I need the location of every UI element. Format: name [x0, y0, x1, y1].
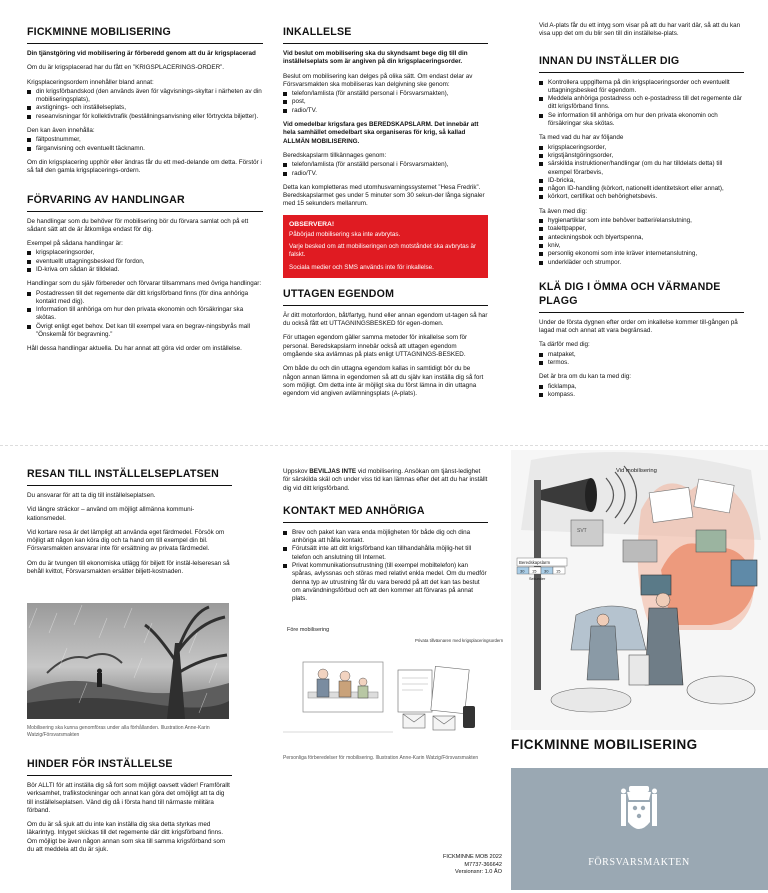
- list-item: Kontrollera uppgifterna på din krigsplaceringsorder och eventuellt uttagningsbesked för egendom.: [539, 79, 744, 96]
- before-mobilisation-label: Före mobilisering: [287, 627, 330, 633]
- alarm-cell: 30: [520, 568, 525, 574]
- list-item: matpaket,: [539, 351, 744, 359]
- observera-line: Sociala medier och SMS används inte för inkallelse.: [289, 263, 434, 271]
- paragraph: Är ditt motorfordon, båt/fartyg, hund eller annan egendom ut-tagen så har du också fått ett UTTAGNINGSBESKED för egen-domen.: [283, 311, 488, 328]
- paragraph: Beredskapslarm tillkännages genom:: [283, 151, 387, 159]
- list-item: telefon/lamlista (för anställd personal i Försvarsmakten),: [283, 161, 488, 169]
- paragraph: Om både du och din uttagna egendom kallas in samtidigt bör du be någon annan lämna in egendomen så att du själv kan inställa dig så fort som möjligt. Om detta inte är möjligt ska du först lämna in din uttagna egendom vid angiven avlämningsplats (A-plats).: [283, 365, 484, 398]
- paragraph: Ta därför med dig:: [539, 341, 590, 349]
- section-title-travel: RESAN TILL INSTÄLLELSEPLATSEN: [27, 468, 232, 486]
- paragraph: Under de första dygnen efter order om inkallelse kommer till-gången på lagad mat och annat att vara begränsad.: [539, 318, 738, 335]
- paragraph: Om du är tvungen till ekonomiska utlägg för biljett för instäl-lelseresan så behåll kvittot, Försvarsmakten ersätter biljett-kostnaden.: [27, 559, 230, 576]
- bullet-list: [539, 79, 744, 129]
- list-item: Se information till anhöriga om hur den privata ekonomin och försäkringar ska skötas.: [539, 112, 744, 129]
- list-item: anteckningsbok och blyertspenna,: [539, 234, 744, 242]
- storm-image: [27, 603, 229, 719]
- doc-id-line: FICKMINNE MOB 2022: [442, 854, 502, 860]
- list-item: färganvisning och eventuellt täcknamn.: [27, 145, 263, 153]
- column-2: [283, 26, 488, 405]
- list-item: post,: [283, 98, 488, 106]
- section-title-inkallelse: INKALLELSE: [283, 26, 488, 44]
- list-item: hygienartiklar som inte behöver batteri/elanslutning,: [539, 217, 744, 225]
- column-5: [283, 468, 488, 610]
- section-title-dress: KLÄ DIG I ÖMMA OCH VÄRMANDE PLAGG: [539, 281, 744, 313]
- section-title-contact: KONTAKT MED ANHÖRIGA: [283, 505, 488, 523]
- paragraph: Ta med vad du har av följande: [539, 134, 624, 142]
- paragraph: Om du är krigsplacerad har du fått en ”KRIGSPLACERINGS-ORDER”.: [27, 64, 225, 72]
- svg-text:SVT: SVT: [577, 528, 587, 534]
- bullet-list: [539, 351, 744, 368]
- list-item: kompass.: [539, 391, 744, 399]
- observera-title: OBSERVERA!: [289, 220, 335, 228]
- doc-id-line: Versionsnr: 1.0 ÅO: [455, 869, 502, 876]
- crest-icon: [511, 768, 768, 890]
- paragraph: Handlingar som du själv förbereder och förvarar tillsammans med övriga handlingar:: [27, 280, 262, 288]
- alarm-cell: 15: [532, 568, 537, 574]
- section-title-before: INNAN DU INSTÄLLER DIG: [539, 55, 744, 73]
- column-1: [27, 26, 263, 360]
- paragraph: Krigsplaceringsordern innehåller bland annat:: [27, 78, 154, 86]
- alarm-text: Vid omedelbar krigsfara ges BEREDSKAPSLARM. Det innebär att hela samhället omedelbart ska organiseras för krig, så kallad ALLMÄN MOBILISERING.: [283, 121, 479, 145]
- paragraph: Håll dessa handlingar aktuella. Du har annat att göra vid order om inställelse.: [27, 345, 242, 353]
- bullet-list: [539, 144, 744, 202]
- paragraph: Exempel på sådana handlingar är:: [27, 240, 123, 248]
- list-item: Privat kommunikationsutrustning (till exempel mobiltelefon) kan spåras, avlyssnas och störas med relativt enkla medel. Om du medför denna typ av utrustning får du vara beredd på att det kan tas bestut om användningsförbud och att den kommer att förvaras på annat plats.: [283, 562, 488, 603]
- mobilisation-illustration: [511, 450, 768, 730]
- bullet-list: [27, 88, 263, 121]
- paragraph: Du ansvarar för att ta dig till inställelseplatsen.: [27, 491, 156, 499]
- observera-line: Påbörjad mobilisering ska inte avbrytas.: [289, 230, 401, 238]
- text-run-bold: BEVILJAS INTE: [309, 468, 357, 475]
- list-item: ficklampa,: [539, 383, 744, 391]
- family-caption: Personliga förberedelser för mobilisering. Illustration Anne-Karin Watzig/Försvarsmakten: [283, 755, 479, 762]
- list-item: din krigsförbandskod (den används även för vägvisnings-skyltar i närheten av din mobiliseringsplats),: [27, 88, 263, 105]
- intro-text: Vid beslut om mobilisering ska du skyndsamt bege dig till din inställelseplats som är angiven på din krigsplaceringsorder.: [283, 49, 468, 66]
- cover-panel: [511, 768, 768, 890]
- text-run: vid mobilisering. Ansökan om tjänst-ledighet för särskilda skäl och under viss tid kan lämnas efter det att du har inställt dig vid ditt krigsförband.: [283, 468, 488, 492]
- paragraph: Vid längre sträckor – använd om möjligt allmänna kommuni-kationsmedel.: [27, 506, 195, 522]
- list-item: underkläder och strumpor.: [539, 259, 744, 267]
- bullet-list: [283, 90, 488, 115]
- list-item: Meddela anhöriga postadress och e-postadress till det regemente där ditt krigsförband finns.: [539, 95, 744, 112]
- observera-line: Varje besked om att mobiliseringen och motståndet ska avbrytas är falskt.: [289, 242, 477, 259]
- text-run: Uppskov: [283, 468, 310, 475]
- paragraph: Beslut om mobilisering kan delges på olika sätt. Om endast delar av Försvarsmakten ska mobiliseras kan delgivning ske genom:: [283, 72, 473, 88]
- column-4: [27, 468, 232, 582]
- list-item: särskilda instruktioner/handlingar (om du har tilldelats detta) till exempel förarbevis,: [539, 160, 744, 177]
- intro-text: Din tjänstgöring vid mobilisering är förberedd genom att du är krigsplacerad: [27, 49, 256, 57]
- paragraph: Vid kortare resa är det lämpligt att använda eget färdmedel. Försök om möjligt att någon kan köra dig och ta hand om till exempel din bil. Försvarsmakten ansvarar inte för ersättning av privata färdmedel.: [27, 528, 225, 553]
- section-title-hinder: HINDER FÖR INSTÄLLELSE: [27, 758, 232, 776]
- alarm-label: Beredskapslarm: [519, 560, 551, 565]
- bullet-list: [539, 217, 744, 267]
- section-title-storage: FÖRVARING AV HANDLINGAR: [27, 194, 263, 212]
- list-item: krigsplaceringsorder,: [539, 144, 744, 152]
- during-mobilisation-label: Vid mobilisering: [616, 468, 657, 474]
- paragraph: För uttagen egendom gäller samma metoder för inkallelse som för personal. Beredskapslarm innebär också att uttagen egendom omgående ska avlämnas på plats enligt UTTAGNINGS-BESKED.: [283, 334, 468, 359]
- family-illustration: [283, 622, 504, 762]
- list-item: eventuellt uttagningsbesked för fordon,: [27, 258, 263, 266]
- list-item: toalettpapper,: [539, 225, 744, 233]
- family-image: [283, 622, 504, 740]
- doc-id-line: M7737-366642: [464, 861, 502, 868]
- list-item: reseanvisningar för kollektivtrafik (beställningsanvisning eller förtryckta biljetter).: [27, 113, 263, 121]
- list-item: Postadressen till det regemente där ditt krigsförband finns (för dina anhöriga kontakt med dig).: [27, 290, 263, 307]
- mobilisation-image: [511, 450, 768, 730]
- paragraph: Om du är så sjuk att du inte kan inställa dig ska detta styrkas med läkarintyg. Intyget skickas till det regemente där ditt krigsförband finns. Om möjligt be även någon annan som ska till samma krigsförband som du att meddela att du är sjuk.: [27, 821, 226, 854]
- list-item: krigsplaceringsorder,: [27, 249, 263, 257]
- observera-box: [283, 215, 488, 278]
- list-item: fältpostnummer,: [27, 136, 263, 144]
- list-item: radio/TV.: [283, 170, 488, 178]
- cover-title: FICKMINNE MOBILISERING: [511, 737, 698, 752]
- alarm-cell: 30: [544, 568, 549, 574]
- list-item: Övrigt enligt eget behov. Det kan till exempel vara en begrav-ningsbyrås mall ”Önskemål för begravning.”: [27, 323, 263, 340]
- storm-illustration: [27, 603, 229, 738]
- column-4-lower: [27, 758, 232, 860]
- bullet-list: [283, 529, 488, 604]
- list-item: ID-bricka,: [539, 177, 744, 185]
- bullet-list: [27, 249, 263, 274]
- alarm-unit: Sekunder: [529, 577, 546, 581]
- list-item: körkort, certifikat och behörighetsbevis.: [539, 193, 744, 201]
- bullet-list: [283, 161, 488, 178]
- list-item: Förutsätt inte att ditt krigsförband kan tillhandahålla möjlig-het till telefon och anslutning till Internet.: [283, 545, 488, 562]
- document-id: [410, 854, 502, 877]
- fold-line: [0, 445, 768, 446]
- paragraph: Den kan även innehålla:: [27, 127, 95, 135]
- section-title-fickminne: FICKMINNE MOBILISERING: [27, 26, 263, 44]
- bullet-list: [27, 290, 263, 340]
- alarm-cell: 15: [556, 568, 561, 574]
- brand-name: FÖRSVARSMAKTEN: [588, 857, 690, 868]
- paragraph: [283, 468, 488, 493]
- list-item: telefon/lamlista (för anställd personal i Försvarsmakten),: [283, 90, 488, 98]
- list-item: kniv,: [539, 242, 744, 250]
- storm-caption: Mobilisering ska kunna genomföras under alla förhållanden. Illustration Anne-Karin Watzig/Försvarsmakten: [27, 725, 210, 738]
- list-item: ID-kriva om sådan är tilldelad.: [27, 266, 263, 274]
- list-item: någon ID-handling (körkort, nationellt identitetskort eller annat),: [539, 185, 744, 193]
- envelope-label: Privata tillväxnaren med krigsplaceringsordern: [415, 638, 504, 643]
- paragraph: Bör ALLTI för att inställa dig så fort som möjligt oavsett väder! Framförallt verksamhet, trafikstockningar och annat kan göra det omöjligt att ta dig till inställelseplatsen. Vänd dig då i första hand till närmaste militära förband.: [27, 781, 230, 814]
- list-item: Brev och paket kan vara enda möjligheten för både dig och dina anhöriga att hålla kontakt.: [283, 529, 488, 546]
- column-3: [539, 22, 744, 405]
- section-title-outtake: UTTAGEN EGENDOM: [283, 288, 488, 306]
- bullet-list: [27, 136, 263, 153]
- list-item: krigstjänstgöringsorder,: [539, 152, 744, 160]
- bullet-list: [539, 383, 744, 400]
- paragraph: Vid A-plats får du ett intyg som visar på att du har varit där, så att du kan visa upp det om du blir sen till din inställelse-plats.: [539, 22, 741, 38]
- list-item: Information till anhöriga om hur den privata ekonomin och försäkringar ska skötas.: [27, 306, 263, 323]
- paragraph: Detta kan kompletteras med utomhusvarningssystemet ”Hesa Fredrik”. Beredskapslarmet ges under 5 minuter som 30 sekun-der långa signaler med 15 sekunders mellanrum.: [283, 183, 485, 208]
- paragraph: Ta även med dig:: [539, 207, 587, 215]
- list-item: personlig ekonomi som inte kräver internetanslutning,: [539, 250, 744, 258]
- list-item: radio/TV.: [283, 107, 488, 115]
- list-item: avstignings- och inställelseplats,: [27, 104, 263, 112]
- paragraph: Om din krigsplacering upphör eller ändras får du ett med-delande om detta. Förstör i så fall den gamla krigsplacerings-ordern.: [27, 158, 262, 175]
- paragraph: Det är bra om du kan ta med dig:: [539, 373, 632, 381]
- paragraph: De handlingar som du behöver för mobilisering bör du förvara samlat och på ett sådant sätt att de är åtkomliga endast för dig.: [27, 217, 249, 233]
- list-item: termos.: [539, 359, 744, 367]
